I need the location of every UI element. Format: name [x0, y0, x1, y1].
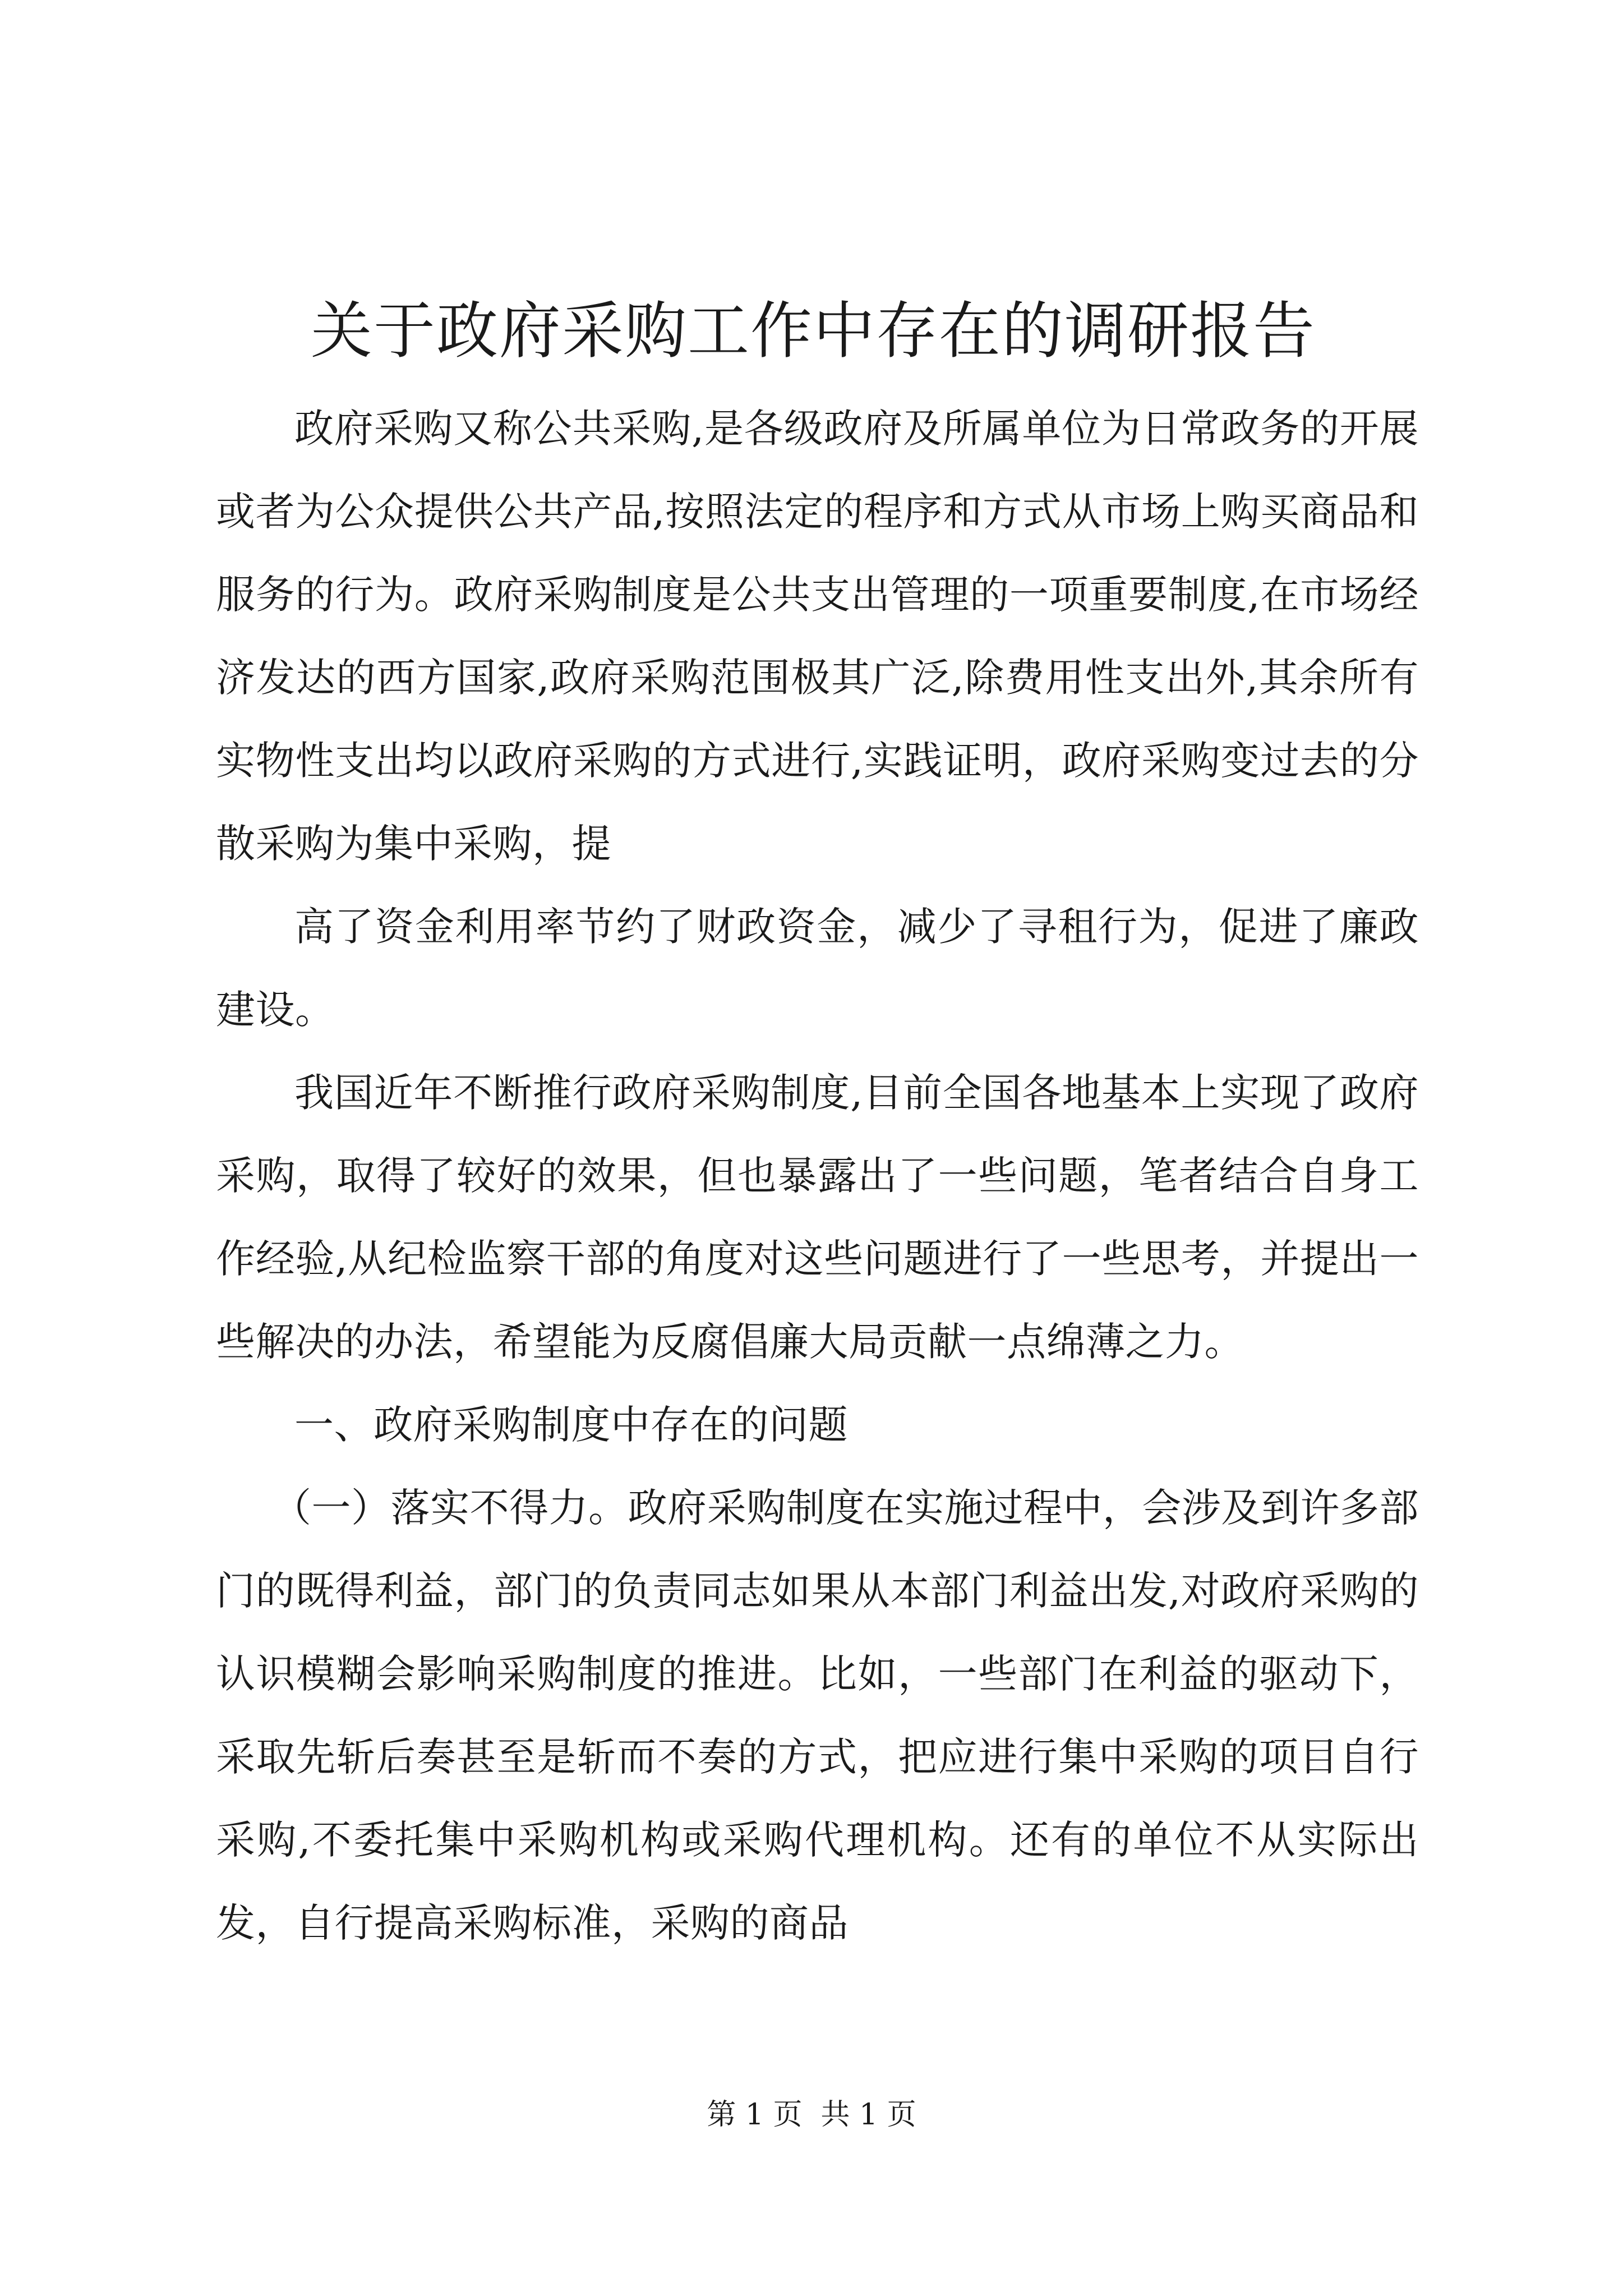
paragraph-3: 我国近年不断推行政府采购制度,目前全国各地基本上实现了政府采购，取得了较好的效果，但也暴露出了一些问题，笔者结合自身工作经验,从纪检监察干部的角度对这些问题进行了一些思考，并提出一些解决的办法，希望能为反腐倡廉大局贡献一点绵薄之力。	[216, 1070, 1419, 1365]
section-heading: 一、政府采购制度中存在的问题	[294, 1402, 848, 1448]
paragraph-2: 高了资金利用率节约了财政资金，减少了寻租行为，促进了廉政建设。	[216, 904, 1419, 1033]
document-body	[216, 387, 1419, 1964]
paragraph-4: （一）落实不得力。政府采购制度在实施过程中，会涉及到许多部门的既得利益，部门的负责同志如果从本部门利益出发,对政府采购的认识模糊会影响采购制度的推进。比如，一些部门在利益的驱动下，采取先斩后奏甚至是斩而不奏的方式，把应进行集中采购的项目自行采购,不委托集中采购机构或采购代理机构。还有的单位不从实际出发，自行提高采购标准，采购的商品	[216, 1485, 1419, 1946]
paragraph-1: 政府采购又称公共采购,是各级政府及所属单位为日常政务的开展或者为公众提供公共产品,按照法定的程序和方式从市场上购买商品和服务的行为。政府采购制度是公共支出管理的一项重要制度,在市场经济发达的西方国家,政府采购范围极其广泛,除费用性支出外,其余所有实物性支出均以政府采购的方式进行,实践证明，政府采购变过去的分散采购为集中采购，提	[216, 406, 1419, 867]
document-title: 关于政府采购工作中存在的调研报告	[311, 295, 1316, 367]
page-footer: 第 1 页 共 1 页	[707, 2098, 916, 2132]
